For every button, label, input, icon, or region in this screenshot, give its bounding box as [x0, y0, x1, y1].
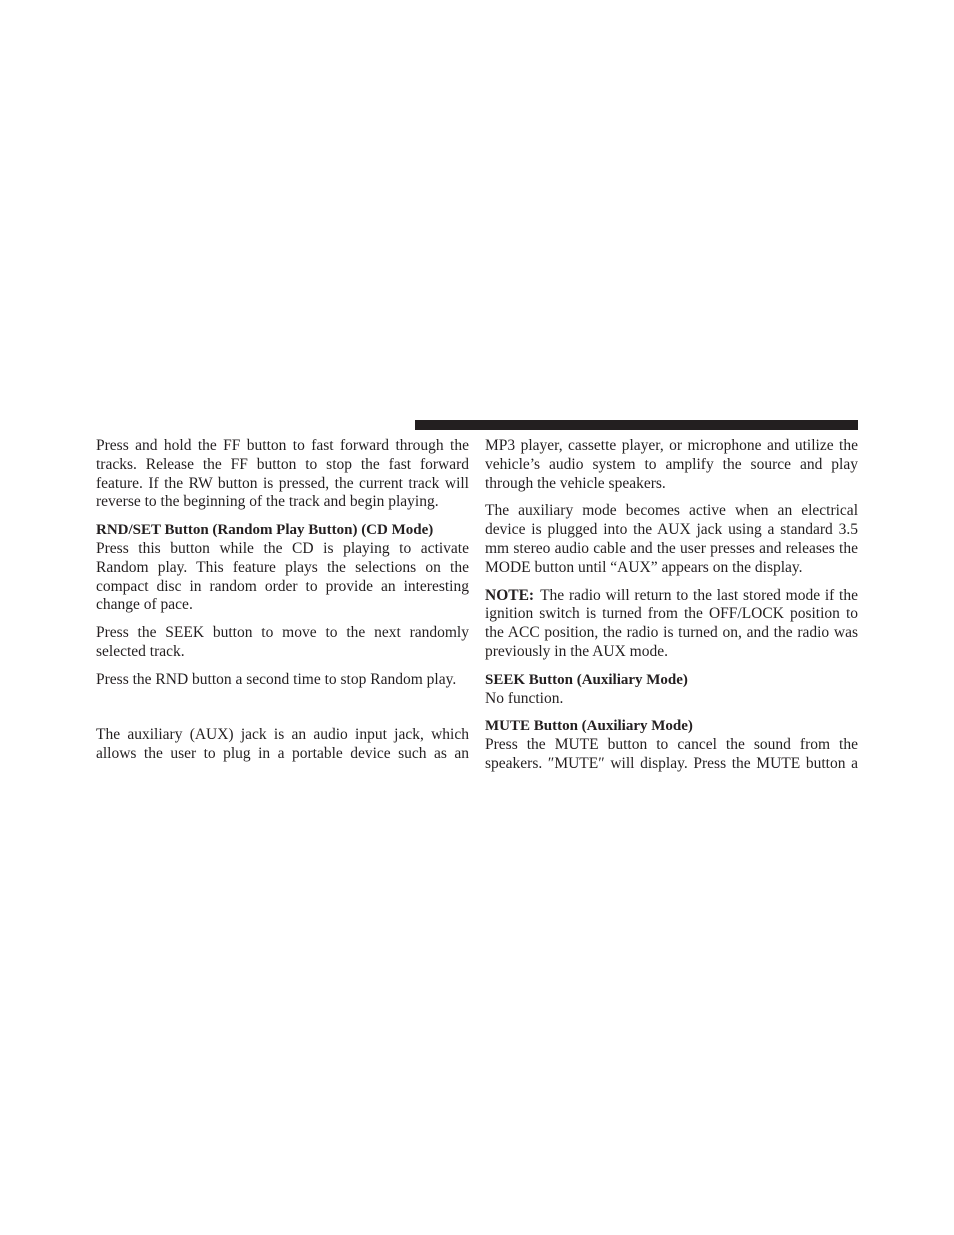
ff-paragraph: Press and hold the FF button to fast forward through the tracks. Release the FF button to stop the fast forward feature. If the RW button is pressed, the current track will reverse to the beginning of the track and begin playing.: [96, 437, 469, 511]
section-header-bar: [415, 420, 858, 430]
note-text: The radio will return to the last stored mode if the ignition switch is turned from the OFF/LOCK position to the ACC position, the radio is turned on, and the radio was previously in the AUX mode.: [485, 586, 858, 660]
seek-heading: SEEK Button (Auxiliary Mode): [485, 671, 688, 688]
left-column: [96, 437, 469, 773]
blank-heading-space: [96, 699, 469, 718]
mute-text: Press the MUTE button to cancel the sound from the speakers. ″MUTE″ will display. Press the MUTE button a: [485, 736, 858, 772]
rnd-paragraph-1: Press this button while the CD is playing to activate Random play. This feature plays the selections on the compact disc in random order to provide an interesting change of pace.: [96, 539, 469, 614]
rnd-heading: RND/SET Button (Random Play Button) (CD Mode): [96, 522, 434, 539]
rnd-paragraph-2: Press the SEEK button to move to the next randomly selected track.: [96, 624, 469, 660]
note-label: NOTE:: [485, 586, 535, 604]
aux-paragraph-2: The auxiliary mode becomes active when an electrical device is plugged into the AUX jack using a standard 3.5 mm stereo audio cable and the user presses and releases the MODE button until “AUX” appears on the display.: [485, 502, 858, 576]
rnd-paragraph-3: Press the RND button a second time to stop Random play.: [96, 670, 457, 688]
seek-text: No function.: [485, 689, 564, 707]
right-column: [485, 437, 858, 783]
mute-heading: MUTE Button (Auxiliary Mode): [485, 718, 693, 735]
note-paragraph: [485, 587, 858, 662]
aux-paragraph-1: The auxiliary (AUX) jack is an audio input jack, which allows the user to plug in a portable device such as an: [96, 726, 469, 763]
aux-paragraph-1-continued: MP3 player, cassette player, or microphone and utilize the vehicle’s audio system to amplify the source and play through the vehicle speakers.: [485, 437, 858, 492]
